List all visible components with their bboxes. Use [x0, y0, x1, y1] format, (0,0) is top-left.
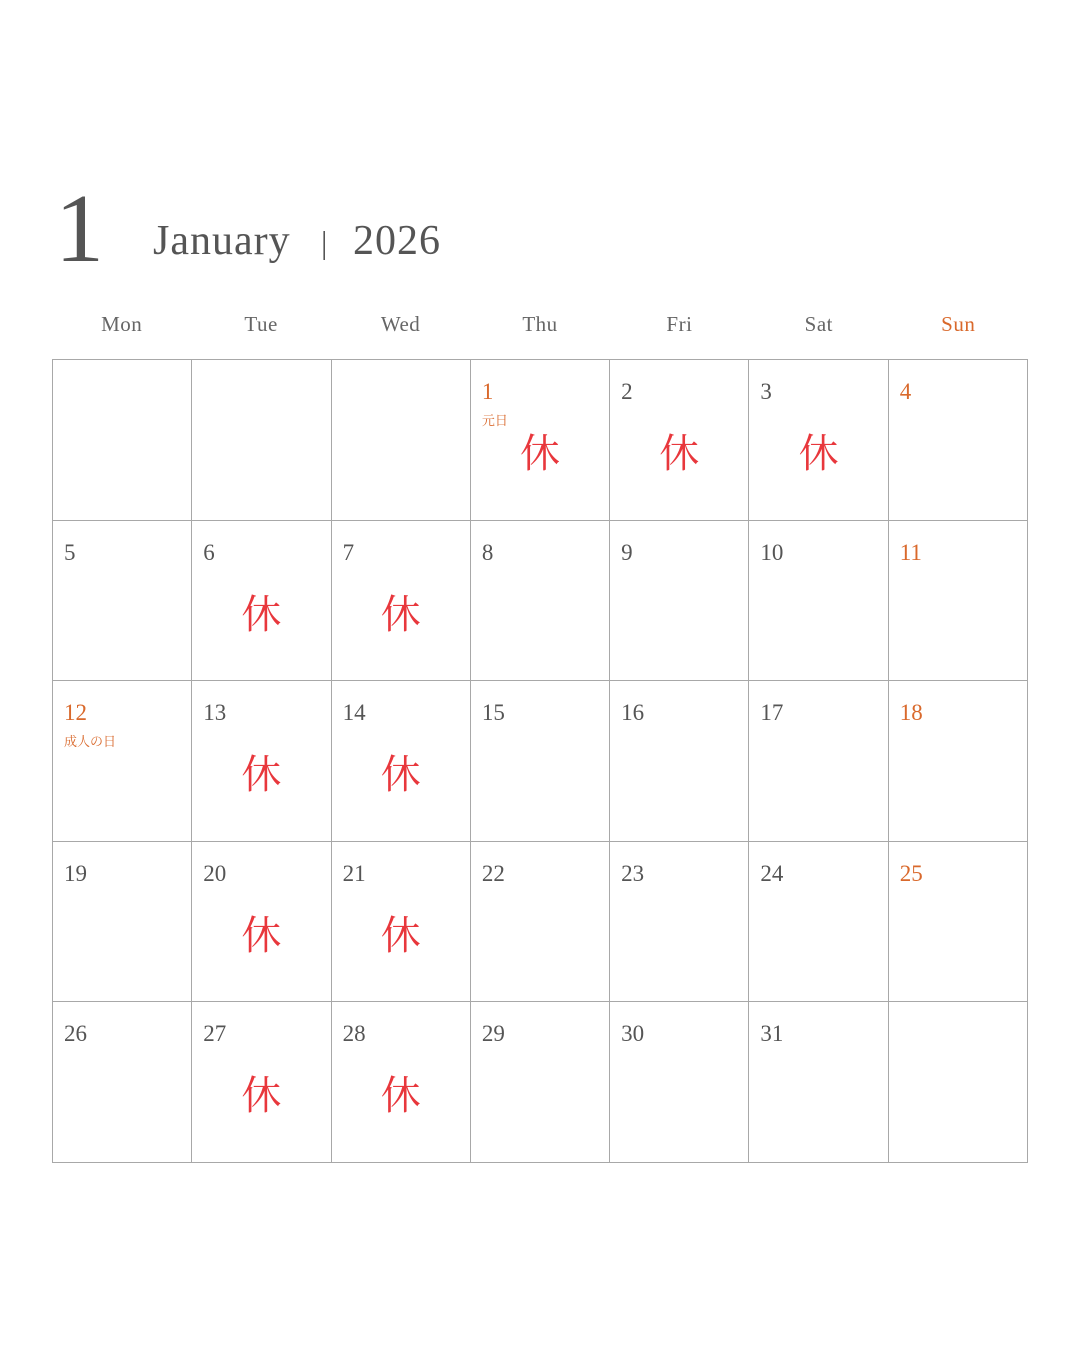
day-cell	[610, 360, 749, 521]
day-cell	[53, 842, 192, 1003]
day-cell	[610, 681, 749, 842]
day-cell	[610, 1002, 749, 1163]
weekday-header-row	[52, 312, 1028, 342]
closed-mark: 休	[798, 431, 839, 477]
day-number: 8	[481, 539, 494, 565]
day-cell	[192, 842, 331, 1003]
weekday-sun: Sun	[941, 312, 976, 336]
day-number: 28	[342, 1021, 366, 1047]
day-number: 30	[621, 1021, 645, 1047]
year: 2026	[353, 218, 441, 264]
day-cell	[192, 681, 331, 842]
day-cell	[332, 1002, 471, 1163]
day-number: 17	[760, 700, 784, 726]
day-cell	[889, 360, 1028, 521]
day-number: 14	[342, 700, 366, 726]
closed-mark: 休	[241, 912, 282, 959]
weekday-sat: Sat	[804, 312, 833, 336]
day-cell	[53, 521, 192, 682]
day-number: 2	[621, 379, 633, 404]
closed-mark: 休	[659, 431, 700, 477]
header-separator: |	[321, 224, 328, 260]
day-cell	[749, 1002, 888, 1163]
weekday-wed: Wed	[380, 312, 421, 336]
day-cell	[471, 842, 610, 1003]
day-cell	[192, 360, 331, 521]
day-cell	[332, 681, 471, 842]
day-number: 18	[899, 700, 923, 726]
day-cell	[471, 681, 610, 842]
day-number: 1	[481, 379, 494, 404]
day-number: 16	[621, 700, 645, 726]
day-number: 5	[64, 539, 76, 565]
day-cell	[471, 1002, 610, 1163]
weekday-thu: Thu	[522, 312, 558, 336]
day-number: 13	[203, 700, 227, 726]
day-number: 27	[203, 1021, 227, 1047]
day-cell	[889, 521, 1028, 682]
month-name: January	[153, 218, 291, 264]
day-number: 23	[621, 860, 645, 886]
day-cell	[471, 360, 610, 521]
holiday-name: 元日	[481, 414, 508, 429]
day-cell	[53, 681, 192, 842]
day-cell	[889, 1002, 1028, 1163]
calendar-grid	[52, 359, 1028, 1163]
day-number: 12	[64, 700, 87, 726]
holiday-name: 成人の日	[64, 735, 117, 751]
day-cell	[889, 842, 1028, 1003]
weekday-mon: Mon	[101, 312, 143, 336]
closed-mark: 休	[241, 752, 282, 799]
day-number: 26	[64, 1021, 87, 1047]
closed-mark: 休	[380, 752, 421, 799]
closed-mark: 休	[241, 1073, 282, 1120]
calendar-header	[55, 175, 755, 283]
day-number: 25	[899, 860, 923, 886]
closed-mark: 休	[380, 912, 421, 959]
day-cell	[749, 842, 888, 1003]
day-cell	[332, 842, 471, 1003]
weekday-tue: Tue	[244, 312, 278, 336]
weekday-fri: Fri	[666, 312, 693, 336]
day-number: 9	[621, 539, 633, 565]
day-cell	[749, 360, 888, 521]
day-number: 19	[64, 860, 87, 886]
day-number: 22	[481, 860, 505, 886]
day-number: 10	[760, 539, 784, 565]
day-number: 11	[899, 539, 922, 565]
day-number: 15	[481, 700, 505, 726]
day-cell	[471, 521, 610, 682]
day-number: 4	[899, 379, 912, 404]
day-cell	[610, 521, 749, 682]
closed-mark: 休	[380, 591, 421, 638]
day-number: 20	[203, 860, 227, 886]
day-cell	[332, 360, 471, 521]
day-number: 7	[342, 539, 355, 565]
day-cell	[889, 681, 1028, 842]
day-number: 3	[760, 379, 772, 404]
day-cell	[192, 1002, 331, 1163]
day-number: 29	[481, 1021, 505, 1047]
day-cell	[53, 360, 192, 521]
day-number: 6	[203, 539, 215, 565]
closed-mark: 休	[241, 591, 282, 638]
month-number: 1	[55, 175, 104, 283]
closed-mark: 休	[519, 431, 560, 477]
day-cell	[192, 521, 331, 682]
day-number: 24	[760, 860, 784, 886]
day-cell	[610, 842, 749, 1003]
day-cell	[749, 521, 888, 682]
day-number: 21	[342, 860, 366, 886]
day-cell	[332, 521, 471, 682]
day-cell	[53, 1002, 192, 1163]
day-number: 31	[760, 1021, 784, 1047]
closed-mark: 休	[380, 1073, 421, 1120]
day-cell	[749, 681, 888, 842]
